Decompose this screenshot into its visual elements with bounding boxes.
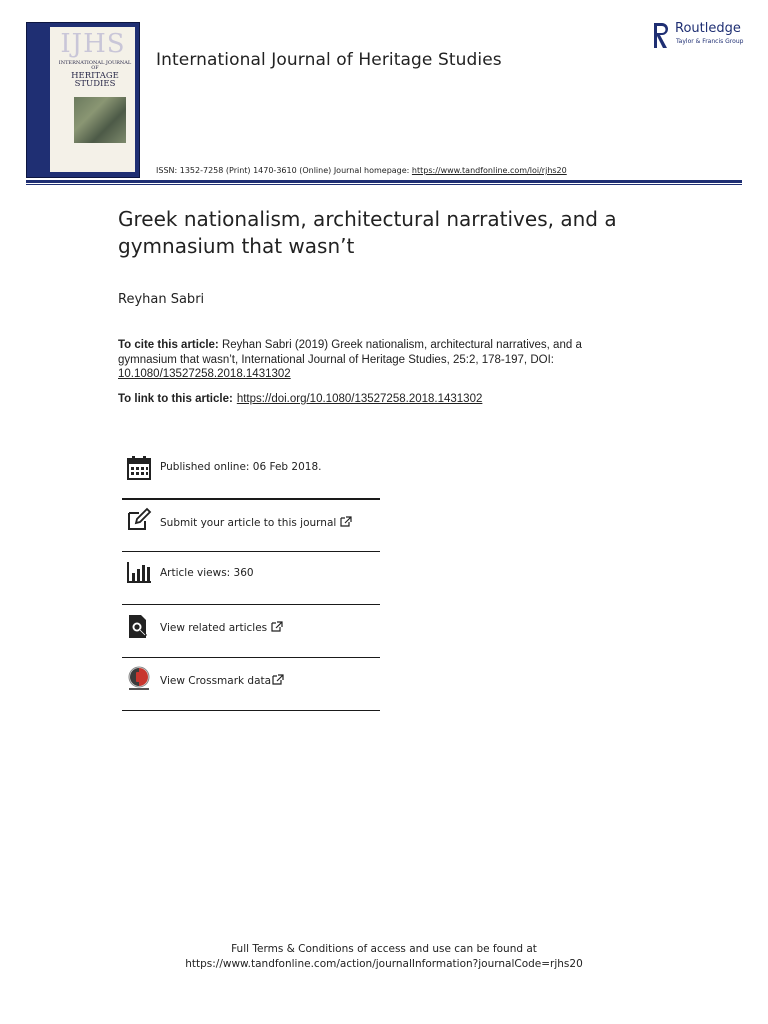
external-link-icon [271,621,283,632]
cover-title-line2: STUDIES [74,79,116,90]
journal-homepage-link[interactable]: https://www.tandfonline.com/loi/rjhs20 [411,166,567,175]
published-online-text: Published online: 06 Feb 2018. [160,461,322,473]
cover-title-line1: HERITAGE [71,70,119,81]
article-url-link[interactable]: https://doi.org/10.1080/13527258.2018.1431302 [236,393,483,405]
external-link-icon [272,674,284,685]
info-divider [122,710,380,711]
crossmark-text-wrap [160,674,284,687]
submit-article-text-wrap [160,516,352,529]
header-divider-thin [26,184,742,185]
bar-chart-icon [126,560,152,586]
cite-text: Reyhan Sabri (2019) Greek nationalism, architectural narratives, and a gymnasium that wasn’t, International Journal of Heritage Studies, 25:2, 178-197, DOI: [118,339,582,366]
external-link-icon [340,516,352,527]
cover-title-small: INTERNATIONAL JOURNAL OF [58,60,132,72]
info-divider [122,604,380,605]
cover-logo: IJHS [60,29,126,59]
routledge-r-icon [652,22,670,50]
cover-photo [74,97,126,143]
publisher-name: Routledge [675,21,741,36]
cite-label: To cite this article: [118,339,219,351]
article-title: Greek nationalism, architectural narratives, and a gymnasium that wasn’t [118,207,617,258]
footer-line-1: Full Terms & Conditions of access and use can be found at [231,943,537,955]
terms-footer [0,942,768,972]
header-divider [26,180,742,183]
info-divider [122,498,380,500]
journal-cover-image[interactable] [26,22,140,178]
info-divider [122,551,380,552]
cover-title [58,61,132,89]
cover-spine [32,27,50,172]
calendar-icon [126,455,152,481]
related-articles-text-wrap [160,621,283,634]
link-label: To link to this article: [118,393,233,405]
issn-line [156,166,567,175]
citation [118,338,618,382]
related-articles-link[interactable]: View related articles [160,622,268,634]
crossmark-icon [126,666,152,692]
submit-article-link[interactable]: Submit your article to this journal [160,517,337,529]
edit-icon [126,507,152,533]
journal-title[interactable]: International Journal of Heritage Studies [156,50,502,70]
crossmark-link[interactable]: View Crossmark data [160,675,272,687]
article-author: Reyhan Sabri [118,292,205,307]
search-document-icon [126,614,152,640]
journal-cover [32,27,135,172]
issn-text: ISSN: 1352-7258 (Print) 1470-3610 (Online) Journal homepage: [156,166,412,175]
doi-link[interactable]: 10.1080/13527258.2018.1431302 [118,368,291,380]
article-link [118,393,482,405]
info-divider [122,657,380,658]
article-views-text: Article views: 360 [160,567,254,579]
footer-terms-link[interactable]: https://www.tandfonline.com/action/journalInformation?journalCode=rjhs20 [185,958,583,970]
publisher-group: Taylor & Francis Group [676,38,744,45]
publisher-logo[interactable] [652,20,748,50]
